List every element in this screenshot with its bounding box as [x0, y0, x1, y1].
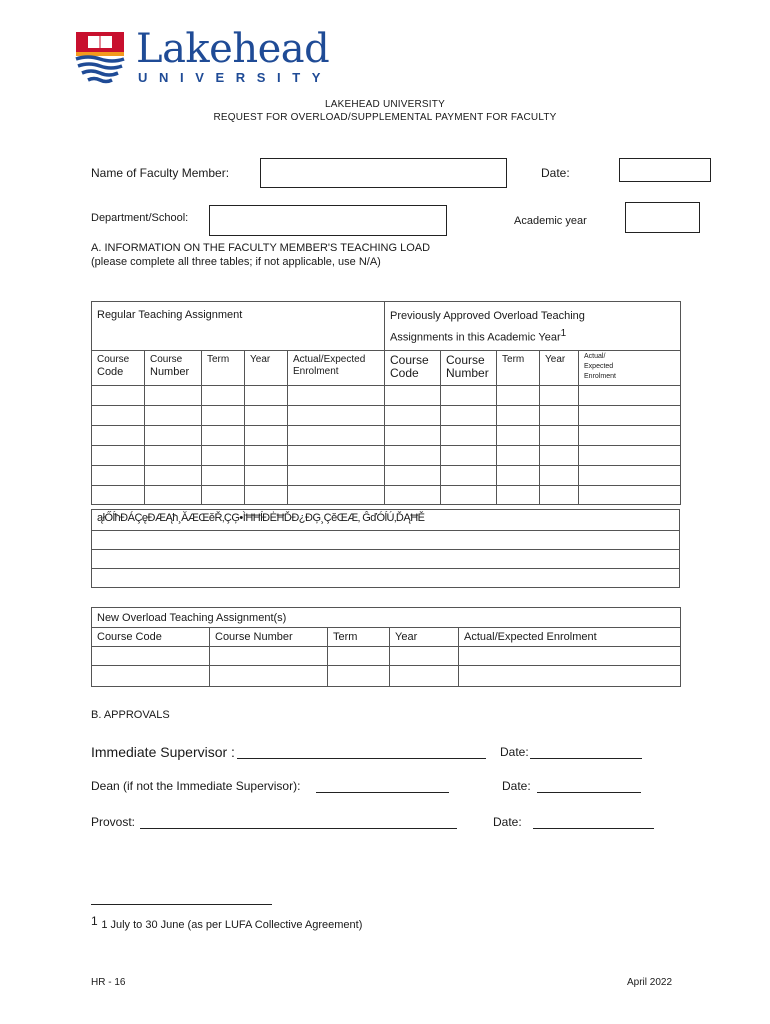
- new-overload-title: New Overload Teaching Assignment(s): [92, 608, 681, 628]
- col-new-course-code: Course Code: [92, 628, 210, 647]
- provost-date-label: Date:: [493, 815, 522, 829]
- footnote: [91, 914, 362, 931]
- provost-date-line[interactable]: [533, 815, 654, 829]
- lakehead-shield-icon: [74, 30, 126, 86]
- regular-teaching-title-cell: [92, 302, 385, 351]
- dean-date-line[interactable]: [537, 779, 641, 793]
- col-course-number: Course Number: [145, 350, 202, 385]
- date-label: Date:: [541, 166, 570, 180]
- col-new-course-number: Course Number: [210, 628, 328, 647]
- dean-label: Dean (if not the Immediate Supervisor):: [91, 779, 301, 793]
- col-new-year: Year: [390, 628, 459, 647]
- department-label: Department/School:: [91, 212, 189, 224]
- footnote-mark: 1: [91, 914, 98, 928]
- footer-form-code: HR - 16: [91, 977, 126, 988]
- footer-date: April 2022: [627, 977, 673, 988]
- previous-overload-title-line2: Assignments in this Academic Year: [390, 331, 561, 344]
- section-b-title: B. APPROVALS: [91, 709, 170, 721]
- provost-label: Provost:: [91, 815, 136, 829]
- supervisor-date-line[interactable]: [530, 745, 642, 759]
- table-row[interactable]: [92, 569, 680, 588]
- header-line2: REQUEST FOR OVERLOAD/SUPPLEMENTAL PAYMENT FOR FACULTY: [213, 112, 557, 123]
- academic-year-field[interactable]: [625, 202, 700, 233]
- department-field[interactable]: [209, 205, 447, 236]
- name-field[interactable]: [260, 158, 507, 188]
- col-prev-course-code: Course Code: [385, 350, 441, 385]
- date-field[interactable]: [619, 158, 711, 182]
- col-new-term: Term: [328, 628, 390, 647]
- supervisor-signature-line[interactable]: [237, 744, 486, 759]
- dean-signature-line[interactable]: [316, 779, 449, 793]
- academic-year-label: Academic year: [514, 215, 587, 227]
- previous-overload-title-cell: [385, 302, 681, 351]
- provost-signature-line[interactable]: [140, 815, 457, 829]
- col-prev-enrolment: Actual/ Expected Enrolment: [579, 350, 681, 385]
- name-label: Name of Faculty Member:: [91, 166, 230, 180]
- col-new-enrolment: Actual/Expected Enrolment: [459, 628, 681, 647]
- table-row[interactable]: [92, 647, 681, 666]
- garbled-header: ąłŐĺħĐÁÇęÐÆĄħ¸ĂÆŒĕŘ‚ÇĢ•ÌĦĦĺÐĖĦĎÐ¿ĐĢ¸ÇĕŒÆ‚ ĜďÓĺÚ‚ĎĄĦĚ: [92, 510, 680, 531]
- logo-wordmark: Lakehead: [136, 26, 330, 72]
- new-overload-table: [91, 607, 681, 687]
- footnote-ref: 1: [560, 328, 567, 339]
- supervisor-label: Immediate Supervisor :: [91, 744, 235, 760]
- table-row[interactable]: [92, 485, 681, 504]
- table-row[interactable]: [92, 445, 681, 465]
- table-row[interactable]: [92, 666, 681, 687]
- table-row[interactable]: [92, 531, 680, 550]
- header-line1: LAKEHEAD UNIVERSITY: [325, 99, 445, 110]
- section-a-title: A. INFORMATION ON THE FACULTY MEMBER'S TEACHING LOAD: [91, 242, 431, 254]
- supervisor-date-label: Date:: [500, 745, 529, 759]
- col-prev-course-number: Course Number: [441, 350, 497, 385]
- col-year: Year: [245, 350, 288, 385]
- col-enrolment: Actual/Expected Enrolment: [288, 350, 385, 385]
- table-row[interactable]: [92, 405, 681, 425]
- table-row[interactable]: [92, 550, 680, 569]
- dean-date-label: Date:: [502, 779, 531, 793]
- col-prev-term: Term: [497, 350, 540, 385]
- footnote-divider: [91, 904, 272, 905]
- previous-overload-title-line1: Previously Approved Overload Teaching: [390, 310, 585, 322]
- regular-teaching-title: Regular Teaching Assignment: [97, 309, 243, 321]
- table-row[interactable]: [92, 465, 681, 485]
- col-term: Term: [202, 350, 245, 385]
- teaching-assignments-table: [91, 301, 681, 505]
- col-course-code: Course Code: [92, 350, 145, 385]
- garbled-table: [91, 509, 680, 588]
- col-prev-year: Year: [540, 350, 579, 385]
- logo-subtitle: UNIVERSITY: [138, 70, 333, 85]
- table-row[interactable]: [92, 425, 681, 445]
- footnote-text: 1 July to 30 June (as per LUFA Collective Agreement): [101, 919, 363, 931]
- lakehead-logo: [74, 26, 333, 86]
- table-row[interactable]: [92, 385, 681, 405]
- section-a-subtitle: (please complete all three tables; if not applicable, use N/A): [91, 256, 381, 268]
